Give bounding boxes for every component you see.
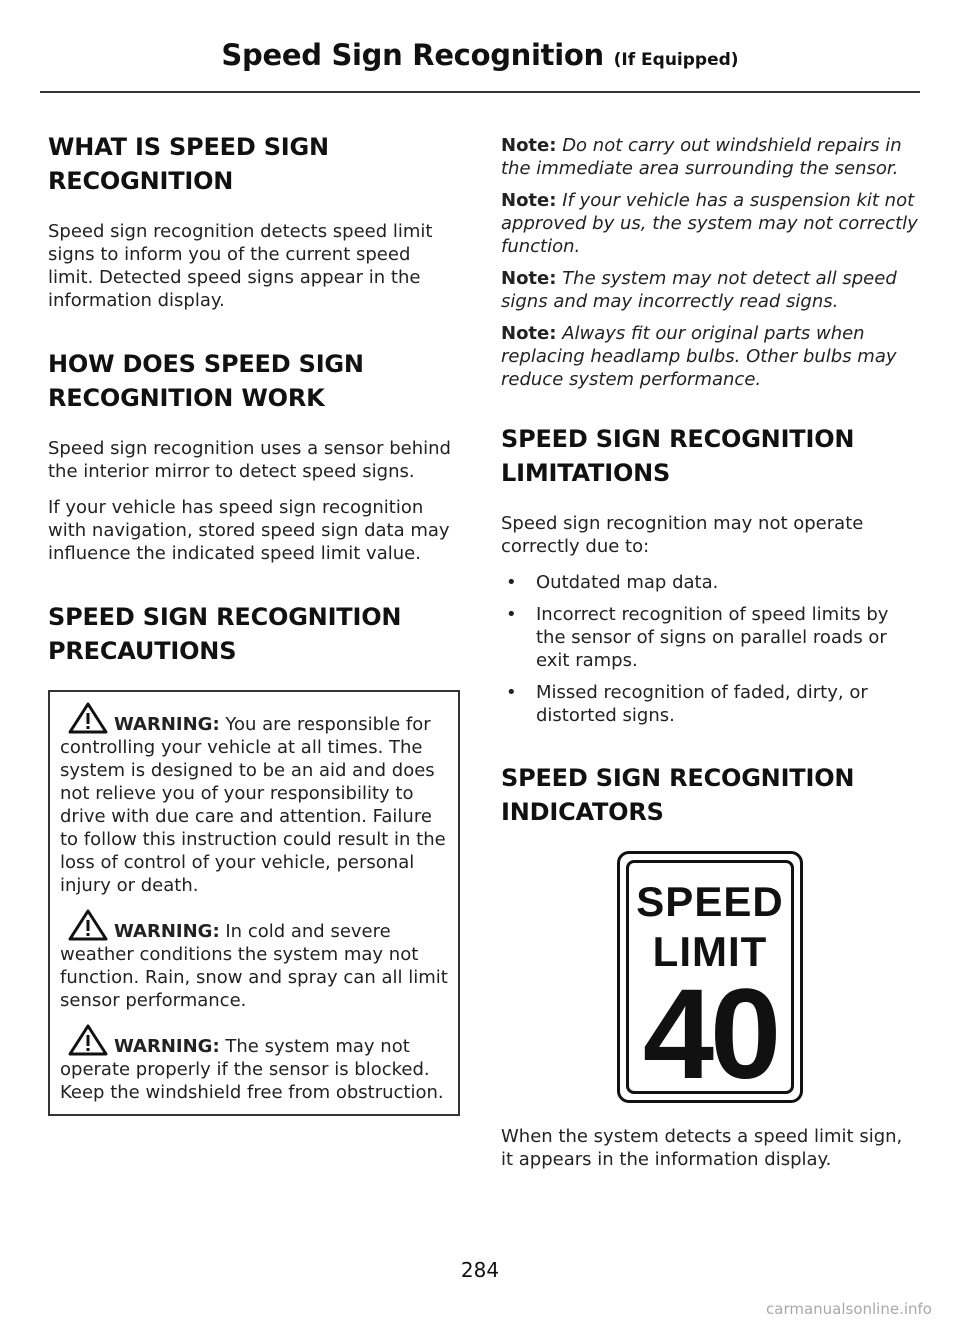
section-title-how-does: HOW DOES SPEED SIGN RECOGNITION WORK: [48, 350, 364, 412]
warning-text: You are responsible for controlling your vehicle at all times. The system is designed to be an aid and does not relieve you of your responsibility to drive with due care and attention. Failure to follow this instruction could result in the loss of control of your vehicle, personal injury or death.: [60, 714, 446, 896]
warning-label: WARNING:: [114, 921, 220, 942]
page-subtitle: (If Equipped): [613, 50, 739, 70]
speed-limit-sign-image: [617, 851, 803, 1106]
note-item: Note: Do not carry out windshield repairs in the immediate area surrounding the sensor.: [501, 135, 902, 179]
section-title-precautions: SPEED SIGN RECOGNITION PRECAUTIONS: [48, 603, 402, 665]
warning-item: [60, 702, 450, 897]
left-column: [48, 130, 458, 1116]
page-number: 284: [460, 1258, 500, 1282]
paragraph-how-does-2: If your vehicle has speed sign recognition with navigation, stored speed sign data may influence the indicated speed limit value.: [48, 497, 450, 564]
paragraph-indicators: When the system detects a speed limit sign, it appears in the information display.: [501, 1126, 903, 1170]
list-item: • Incorrect recognition of speed limits by the sensor of signs on parallel roads or exit ramps.: [506, 604, 889, 671]
watermark: carmanualsonline.info: [766, 1300, 932, 1318]
right-column: [501, 134, 919, 1184]
warning-triangle-icon: [68, 702, 108, 734]
page-header: [0, 38, 960, 72]
limitations-list: [501, 571, 919, 727]
section-title-what-is: WHAT IS SPEED SIGN RECOGNITION: [48, 133, 329, 195]
section-title-indicators: SPEED SIGN RECOGNITION INDICATORS: [501, 764, 855, 826]
warning-label: WARNING:: [114, 1036, 220, 1057]
warning-text: In cold and severe weather conditions the system may not function. Rain, snow and spray can all limit sensor performance.: [60, 921, 448, 1011]
list-item: • Missed recognition of faded, dirty, or distorted signs.: [506, 682, 868, 726]
list-item: • Outdated map data.: [506, 572, 719, 593]
header-divider: [40, 91, 920, 93]
warning-item: [60, 909, 450, 1012]
paragraph-how-does-1: Speed sign recognition uses a sensor behind the interior mirror to detect speed signs.: [48, 438, 451, 482]
note-item: Note: If your vehicle has a suspension kit not approved by us, the system may not correctly function.: [501, 190, 918, 257]
paragraph-what-is: Speed sign recognition detects speed limit signs to inform you of the current speed limit. Detected speed signs appear in the information display.: [48, 221, 433, 311]
section-title-limitations: SPEED SIGN RECOGNITION LIMITATIONS: [501, 425, 855, 487]
sign-line-limit: LIMIT: [652, 928, 768, 975]
page-title: Speed Sign Recognition: [221, 38, 604, 72]
warning-triangle-icon: [68, 1024, 108, 1056]
sign-speed-value: 40: [642, 963, 778, 1106]
sign-line-speed: SPEED: [636, 878, 784, 925]
warning-item: [60, 1024, 450, 1104]
warning-text: The system may not operate properly if the sensor is blocked. Keep the windshield free from obstruction.: [60, 1036, 444, 1103]
paragraph-limitations: Speed sign recognition may not operate correctly due to:: [501, 513, 864, 557]
warning-box: [48, 690, 460, 1116]
warning-triangle-icon: [68, 909, 108, 941]
note-item: Note: Always fit our original parts when replacing headlamp bulbs. Other bulbs may reduce system performance.: [501, 323, 897, 390]
note-item: Note: The system may not detect all speed signs and may incorrectly read signs.: [501, 268, 897, 312]
warning-label: WARNING:: [114, 714, 220, 735]
